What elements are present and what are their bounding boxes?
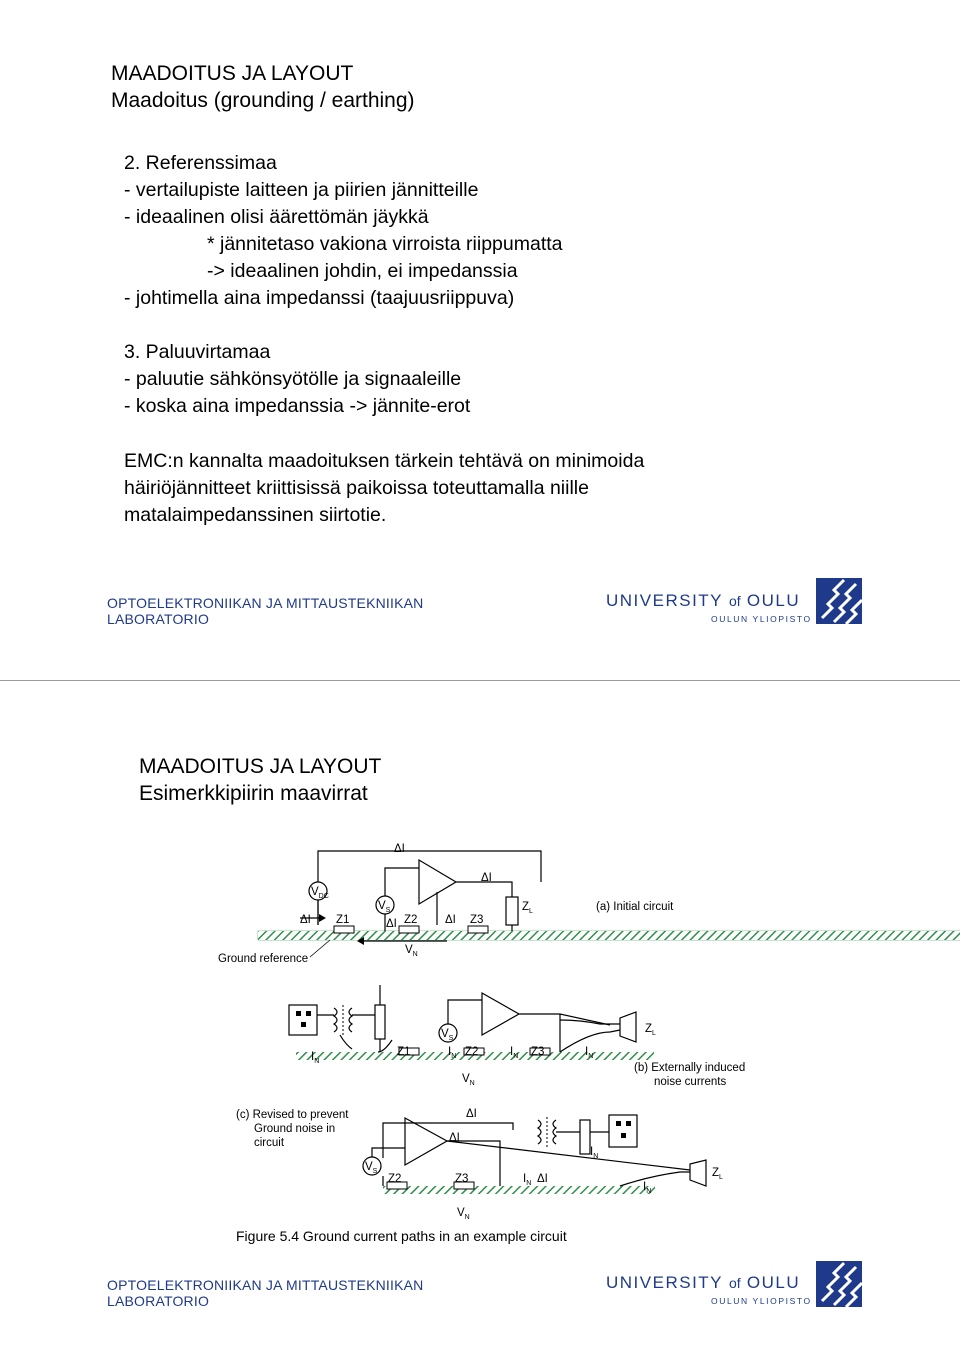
slide-title: MAADOITUS JA LAYOUT: [139, 755, 382, 778]
label-delta-i: ΔI: [300, 914, 311, 926]
university-logo-icon: [816, 1261, 862, 1307]
label-delta-i: ΔI: [386, 918, 397, 930]
label-zl: $Z_L$: [522, 901, 533, 915]
bullet-line: - paluutie sähkönsyötölle ja signaaleille: [124, 368, 462, 390]
label-zl: $Z_L$: [645, 1023, 656, 1037]
panel-c-label: (c) Revised to prevent: [236, 1109, 349, 1121]
bullet-line: - vertailupiste laitteen ja piirien jännitteille: [124, 179, 479, 201]
label-z2: Z2: [388, 1173, 402, 1185]
panel-b-label: noise currents: [654, 1076, 727, 1088]
bullet-line: - koska aina impedanssia -> jännite-erot: [124, 395, 471, 417]
label-z3: Z3: [455, 1173, 469, 1185]
university-logo-icon: [816, 578, 862, 624]
label-vs: $V_S$: [441, 1028, 454, 1042]
label-vs: $V_S$: [365, 1161, 378, 1175]
label-z3: Z3: [531, 1046, 545, 1058]
label-delta-i: ΔI: [466, 1108, 477, 1120]
panel-a: [218, 843, 960, 965]
label-z3: Z3: [470, 914, 484, 926]
lab-name-line1: OPTOELEKTRONIIKAN JA MITTAUSTEKNIIKAN: [107, 1277, 424, 1293]
slide-2: [0, 683, 960, 1367]
cable-connector-icon: [620, 1012, 636, 1042]
slide-divider: [0, 680, 960, 681]
label-vn: $V_N$: [457, 1207, 470, 1221]
regulator-block: [580, 1120, 590, 1154]
slide-subtitle: Esimerkkipiirin maavirrat: [139, 782, 368, 805]
label-vs: $V_S$: [378, 900, 391, 914]
panel-c-label: circuit: [254, 1137, 285, 1149]
university-name: UNIVERSITY of OULU: [606, 1273, 801, 1292]
label-z1: Z1: [336, 914, 350, 926]
impedance-z3: [468, 926, 488, 933]
summary-line: matalaimpedanssinen siirtotie.: [124, 504, 387, 526]
ground-current-figure: [0, 683, 960, 1263]
sub-bullet-line: -> ideaalinen johdin, ei impedanssia: [207, 260, 518, 282]
label-z2: Z2: [404, 914, 418, 926]
label-vdc: $V_{DC}$: [311, 886, 329, 900]
load-impedance: [506, 897, 518, 925]
summary-line: EMC:n kannalta maadoituksen tärkein tehtävä on minimoida: [124, 450, 645, 472]
amplifier-icon: [405, 1118, 447, 1165]
label-in: $I_N$: [643, 1181, 652, 1195]
label-in: $I_N$: [510, 1046, 519, 1060]
sub-bullet-line: * jännitetaso vakiona virroista riippumatta: [207, 233, 563, 255]
bullet-line: - ideaalinen olisi äärettömän jäykkä: [124, 206, 429, 228]
label-in: $I_N$: [585, 1046, 594, 1060]
label-z1: Z1: [397, 1046, 411, 1058]
power-outlet-icon: [609, 1115, 637, 1147]
amplifier-icon: [482, 993, 519, 1035]
power-outlet-icon: [289, 1005, 317, 1035]
label-vn: $V_N$: [405, 944, 418, 958]
label-delta-i: ΔI: [394, 843, 405, 855]
slide-1: [0, 0, 960, 680]
summary-line: häiriöjännitteet kriittisissä paikoissa toteuttamalla niille: [124, 477, 589, 499]
ground-plane: [383, 1186, 655, 1194]
lab-name-line2: LABORATORIO: [107, 611, 210, 627]
label-in: $I_N$: [590, 1146, 599, 1160]
university-subname: OULUN YLIOPISTO: [711, 614, 812, 624]
label-in: $I_N$: [311, 1051, 320, 1065]
label-delta-i: ΔI: [445, 914, 456, 926]
figure-caption: Figure 5.4 Ground current paths in an example circuit: [236, 1228, 567, 1244]
lab-name-line2: LABORATORIO: [107, 1293, 210, 1309]
panel-b: [289, 985, 745, 1088]
ground-reference-label: Ground reference: [218, 953, 309, 965]
university-name: UNIVERSITY of OULU: [606, 591, 801, 610]
label-delta-i: ΔI: [481, 872, 492, 884]
label-delta-i: ΔI: [537, 1173, 548, 1185]
transformer-icon: [538, 1120, 541, 1144]
label-vn: $V_N$: [462, 1073, 475, 1087]
label-in: $I_N$: [448, 1046, 457, 1060]
panel-c-label: Ground noise in: [254, 1123, 336, 1135]
transformer-icon: [334, 1008, 337, 1032]
impedance-z2: [399, 926, 419, 933]
label-zl: $Z_L$: [712, 1167, 723, 1181]
slide-subtitle: Maadoitus (grounding / earthing): [111, 89, 415, 112]
section-heading: 2. Referenssimaa: [124, 152, 277, 174]
panel-c: [236, 1108, 723, 1221]
panel-b-label: (b) Externally induced: [634, 1062, 746, 1074]
label-z2: Z2: [465, 1046, 479, 1058]
label-delta-i: ΔI: [449, 1132, 460, 1144]
university-subname: OULUN YLIOPISTO: [711, 1296, 812, 1306]
regulator-block: [375, 1005, 385, 1039]
section-heading: 3. Paluuvirtamaa: [124, 341, 271, 363]
slide-title: MAADOITUS JA LAYOUT: [111, 62, 354, 85]
panel-a-label: (a) Initial circuit: [596, 901, 674, 913]
lab-name-line1: OPTOELEKTRONIIKAN JA MITTAUSTEKNIIKAN: [107, 595, 424, 611]
impedance-z1: [334, 926, 354, 933]
label-in: $I_N$: [523, 1173, 532, 1187]
cable-connector-icon: [690, 1160, 706, 1186]
bullet-line: - johtimella aina impedanssi (taajuusriippuva): [124, 287, 515, 309]
